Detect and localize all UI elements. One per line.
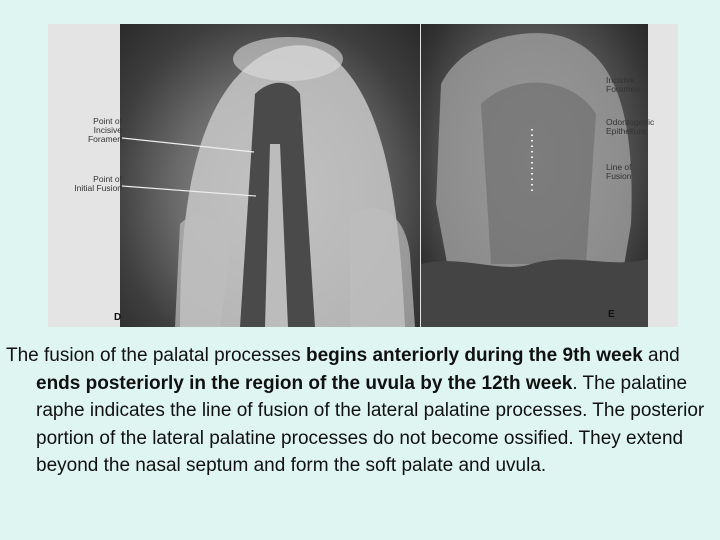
annotation-line: Odontogenic — [606, 117, 655, 127]
panel-d-label: D — [114, 312, 122, 323]
caption-segment: The fusion of the palatal processes — [6, 345, 306, 366]
figure-image — [48, 24, 678, 327]
annotation-line: Point of — [93, 116, 122, 126]
caption-text — [6, 342, 716, 480]
annotation-line-of-fusion — [606, 163, 676, 181]
annotation-line: Initial Fusion — [74, 183, 122, 193]
annotation-incisive-foramen — [606, 76, 676, 94]
annotation-line: Foramen — [87, 134, 122, 144]
annotation-line: Epithelium — [606, 126, 646, 136]
caption-paragraph — [6, 342, 716, 480]
annotation-line: Incisive — [93, 125, 122, 135]
caption-segment: and — [642, 345, 680, 366]
caption-bold-segment: begins anteriorly during the 9th week — [305, 345, 643, 366]
annotation-odontogenic-epithelium — [606, 118, 676, 136]
annotation-line: Incisive — [606, 75, 635, 85]
annotation-line: Point of — [93, 174, 122, 184]
annotation-line: Line of — [606, 162, 632, 172]
caption-bold-segment: ends posteriorly in the region of the uvula by the 12th week — [36, 372, 573, 394]
annotation-line: Fusion — [606, 171, 632, 181]
annotation-line: Foramen — [606, 84, 641, 94]
panel-e-label: E — [608, 309, 615, 320]
caption-segment: . The palatine raphe indicates the line of fusion of the lateral palatine processes. The posterior portion of the lateral palatine processes do not become ossified. They extend beyond the nasal septum and form the soft palate and uvula. — [36, 372, 705, 476]
